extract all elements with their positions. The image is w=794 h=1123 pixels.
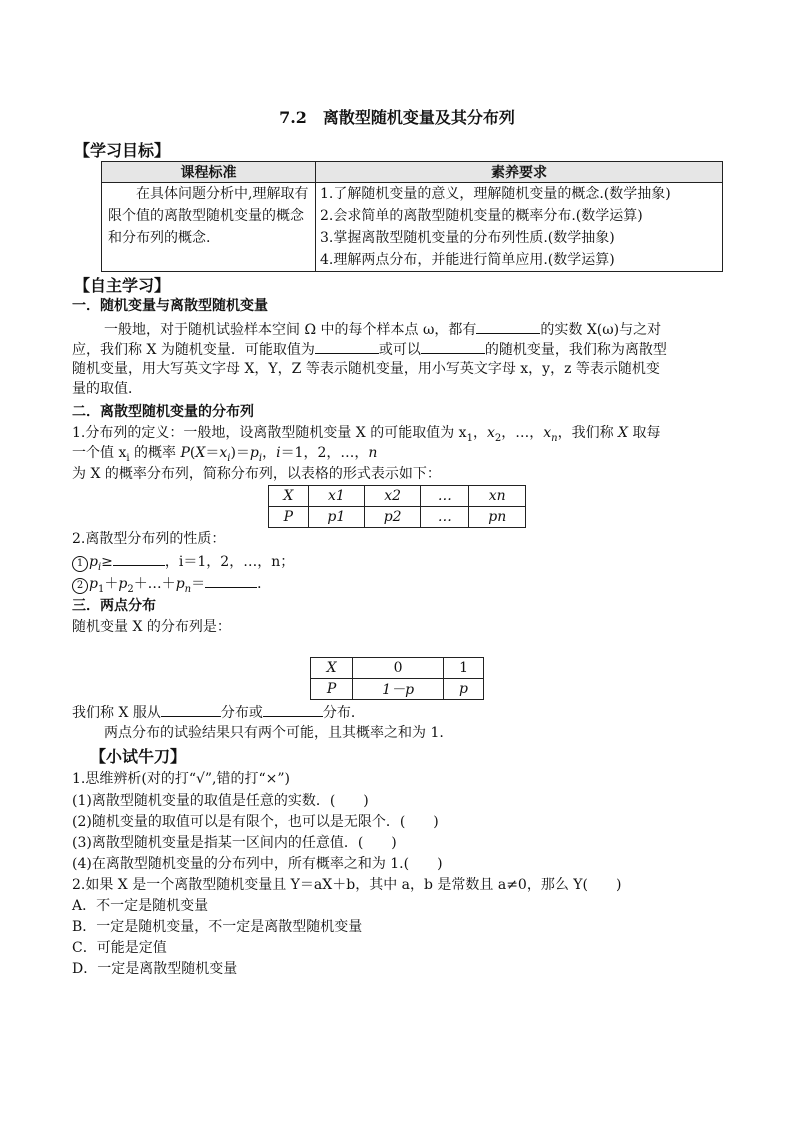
goals-col2-header: 素养要求 <box>316 162 723 183</box>
fill-blank[interactable] <box>113 551 165 566</box>
dist-cell: … <box>421 507 469 528</box>
fill-blank[interactable] <box>263 702 323 717</box>
section3-title: 三．两点分布 <box>72 598 156 614</box>
dist-cell: p <box>444 679 484 700</box>
dist-cell: 1 <box>444 658 484 679</box>
fill-blank[interactable] <box>315 339 379 354</box>
distribution-table <box>268 485 526 528</box>
dist-cell: p1 <box>308 507 364 528</box>
goals-requirement: 4.理解两点分布，并能进行简单应用.(数学运算) <box>320 252 615 268</box>
goals-requirement: 3.掌握离散型随机变量的分布列性质.(数学抽象) <box>320 230 615 246</box>
goals-col1-header: 课程标准 <box>102 162 316 183</box>
option-a: A．不一定是随机变量 <box>72 898 209 914</box>
dist-cell: 0 <box>353 658 444 679</box>
fill-blank[interactable] <box>476 319 540 334</box>
section1-line1: 一般地，对于随机试验样本空间 Ω 中的每个样本点 ω，都有 的实数 X(ω)与之对 <box>104 319 661 340</box>
dist-cell: X <box>269 486 309 507</box>
section2-line2: 一个值 $x_i$ 的概率 $P(X=x_i)=p_i$，i＝1，2，…，n <box>72 445 378 464</box>
dist-cell: P <box>311 679 353 700</box>
two-point-table <box>310 657 484 700</box>
practice-item: (1)离散型随机变量的取值是任意的实数．( ) <box>72 793 369 809</box>
goals-standard: 在具体问题分析中,理解取有限个值的离散型随机变量的概念和分布列的概念. <box>102 183 316 272</box>
self-study-heading: 【自主学习】 <box>74 276 171 295</box>
section3-line3: 两点分布的试验结果只有两个可能，且其概率之和为 1. <box>104 725 444 741</box>
option-d: D．一定是离散型随机变量 <box>72 961 238 977</box>
section1-line3: 随机变量，用大写英文字母 X，Y，Z 等表示随机变量，用小写英文字母 x，y，z 等表示随机变 <box>72 361 660 377</box>
section1-line4: 量的取值． <box>72 381 142 397</box>
option-c: C．可能是定值 <box>72 940 167 956</box>
properties-title: 2.离散型分布列的性质： <box>72 531 226 547</box>
section2-title: 二．离散型随机变量的分布列 <box>72 404 254 420</box>
fill-blank[interactable] <box>421 339 485 354</box>
option-b: B．一定是随机变量，不一定是离散型随机变量 <box>72 919 363 935</box>
goals-requirement: 1.了解随机变量的意义，理解随机变量的概念.(数学抽象) <box>320 186 671 202</box>
practice-heading: 【小试牛刀】 <box>90 747 187 766</box>
goals-heading: 【学习目标】 <box>74 141 171 160</box>
practice-item: (2)随机变量的取值可以是有限个，也可以是无限个．( ) <box>72 814 439 830</box>
dist-cell: pn <box>469 507 526 528</box>
dist-cell: x2 <box>365 486 421 507</box>
goals-table <box>101 161 723 272</box>
section1-title: 一．随机变量与离散型随机变量 <box>72 298 268 314</box>
section3-line1: 随机变量 X 的分布列是： <box>72 619 231 635</box>
practice-q1: 1.思维辨析(对的打“√”,错的打“×”) <box>72 771 291 787</box>
section2-line1: 1.分布列的定义：一般地，设离散型随机变量 X 的可能取值为 $x_1$，$x_2$，…，$x_n$，我们称 X 取每 <box>72 425 661 444</box>
property-1: 1 $p_i\ge$ ，i＝1，2，…，n； <box>72 551 294 578</box>
fill-blank[interactable] <box>205 573 257 588</box>
practice-item: (4)在离散型随机变量的分布列中，所有概率之和为 1.( ) <box>72 856 443 872</box>
dist-cell: x1 <box>308 486 364 507</box>
page-title: 7.2 离散型随机变量及其分布列 <box>279 108 515 127</box>
dist-cell: P <box>269 507 309 528</box>
dist-cell: … <box>421 486 469 507</box>
goals-requirement: 2.会求简单的离散型随机变量的概率分布.(数学运算) <box>320 208 643 224</box>
property-2: 2 $p_1+p_2+\dots+p_n=$ ． <box>72 573 271 600</box>
practice-item: (3)离散型随机变量是指某一区间内的任意值．( ) <box>72 835 397 851</box>
dist-cell: X <box>311 658 353 679</box>
section3-line2: 我们称 X 服从 分布或 分布． <box>72 702 365 723</box>
dist-cell: p2 <box>365 507 421 528</box>
dist-cell: 1－p <box>353 679 444 700</box>
practice-q2: 2.如果 X 是一个离散型随机变量且 Y＝aX＋b，其中 a，b 是常数且 a≠0，那么 Y( ) <box>72 877 622 893</box>
dist-cell: xn <box>469 486 526 507</box>
section1-line2: 应，我们称 X 为随机变量．可能取值为 或可以 的随机变量，我们称为离散型 <box>72 339 667 360</box>
fill-blank[interactable] <box>161 702 221 717</box>
section2-line3: 为 X 的概率分布列，简称分布列，以表格的形式表示如下： <box>72 466 441 482</box>
